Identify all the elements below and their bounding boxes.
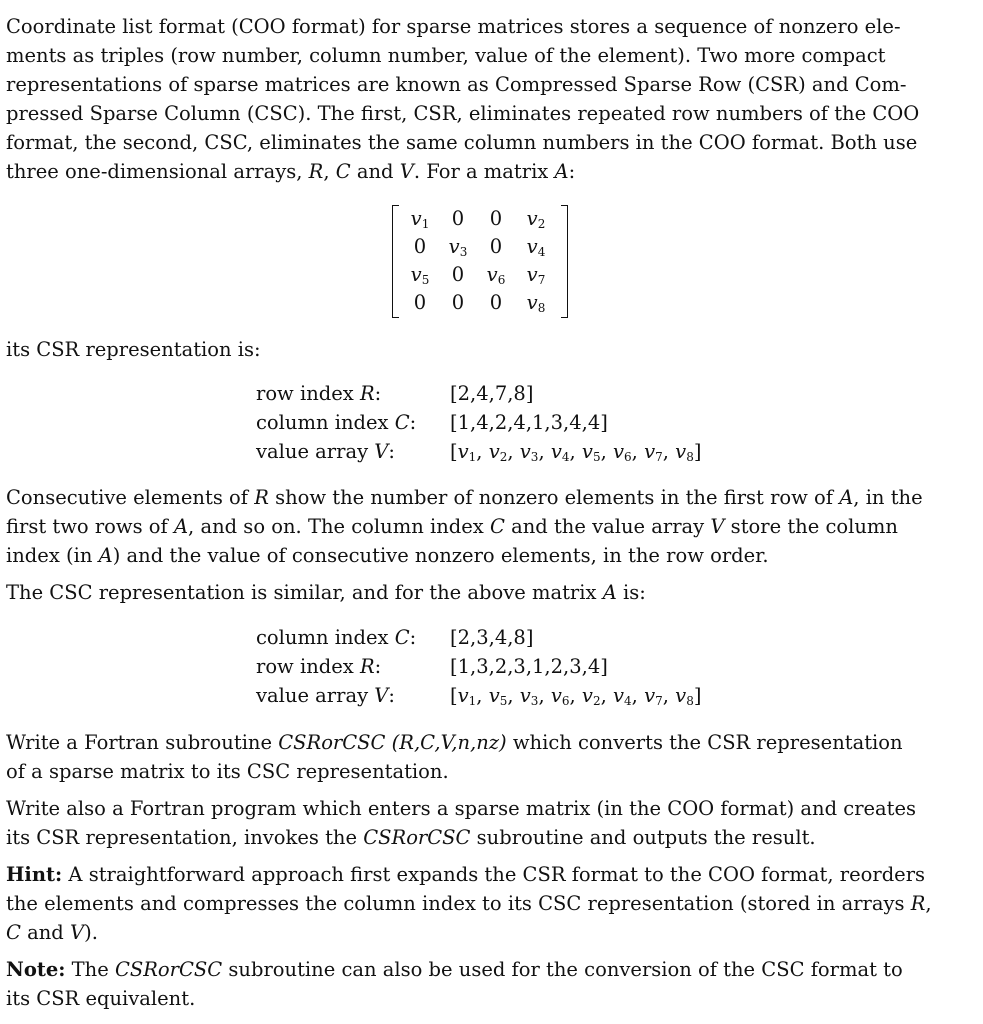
matrix-a bbox=[392, 205, 568, 318]
hint-line-2: the elements and compresses the column index to its CSC representation (stored in arrays R, bbox=[6, 892, 932, 915]
csc-val-label: value array V: bbox=[256, 684, 395, 707]
csr-val-value: [$v_1$, $v_2$, $v_3$, $v_4$, $v_5$, $v_6$, $v_7$, $v_8$] bbox=[450, 440, 702, 464]
csr-val-label: value array V: bbox=[256, 440, 395, 463]
para2-line-3: index (in A) and the value of consecutive nonzero elements, in the row order. bbox=[6, 544, 769, 567]
intro-line-3: representations of sparse matrices are known as Compressed Sparse Row (CSR) and Com- bbox=[6, 73, 907, 96]
matrix-cell: $v_5$ bbox=[410, 263, 430, 287]
csr-row-label: row index R: bbox=[256, 382, 382, 405]
csr-col-label: column index C: bbox=[256, 411, 417, 434]
matrix-cell: 0 bbox=[451, 291, 465, 314]
matrix-cell: $v_2$ bbox=[526, 207, 546, 231]
para2-line-2: first two rows of A, and so on. The column index C and the value array V store the column bbox=[6, 515, 898, 538]
matrix-cell: 0 bbox=[451, 207, 465, 230]
intro-line-2: ments as triples (row number, column number, value of the element). Two more compact bbox=[6, 44, 886, 67]
hint-line-1: Hint: A straightforward approach first expands the CSR format to the COO format, reorders bbox=[6, 863, 926, 886]
task2-line-1: Write also a Fortran program which enters a sparse matrix (in the COO format) and creates bbox=[6, 797, 917, 820]
matrix-cell: 0 bbox=[451, 263, 465, 286]
matrix-cell: $v_3$ bbox=[448, 235, 468, 259]
note-label: Note: bbox=[6, 958, 66, 981]
csc-col-label: column index C: bbox=[256, 626, 417, 649]
task-2-paragraph bbox=[6, 794, 958, 852]
matrix-cell: $v_6$ bbox=[486, 263, 506, 287]
intro-line-6: three one-dimensional arrays, R, C and V. For a matrix A: bbox=[6, 160, 576, 183]
matrix-cell: $v_4$ bbox=[526, 235, 546, 259]
hint-line-3: C and V). bbox=[6, 921, 98, 944]
csr-row-value: [2,4,7,8] bbox=[450, 382, 534, 405]
task1-line-1: Write a Fortran subroutine CSRorCSC (R,C,V,n,nz) which converts the CSR representation bbox=[6, 731, 903, 754]
intro-line-5: format, the second, CSC, eliminates the same column numbers in the COO format. Both use bbox=[6, 131, 918, 154]
matrix-cell: 0 bbox=[413, 291, 427, 314]
csc-row-label: row index R: bbox=[256, 655, 382, 678]
matrix-cell: $v_7$ bbox=[526, 263, 546, 287]
hint-paragraph bbox=[6, 860, 958, 947]
task2-line-2: its CSR representation, invokes the CSRorCSC subroutine and outputs the result. bbox=[6, 826, 816, 849]
matrix-left-bracket bbox=[392, 205, 399, 318]
matrix-cell: 0 bbox=[489, 207, 503, 230]
intro-line-1: Coordinate list format (COO format) for sparse matrices stores a sequence of nonzero ele- bbox=[6, 15, 901, 38]
matrix-right-bracket bbox=[561, 205, 568, 318]
note-paragraph bbox=[6, 955, 958, 1013]
note-line-1: Note: The CSRorCSC subroutine can also be used for the conversion of the CSC format to bbox=[6, 958, 903, 981]
csc-intro: The CSC representation is similar, and for the above matrix A is: bbox=[6, 581, 646, 604]
paragraph-2 bbox=[6, 483, 958, 570]
matrix-cell: $v_1$ bbox=[410, 207, 430, 231]
matrix-cell: $v_8$ bbox=[526, 291, 546, 315]
task1-line-2: of a sparse matrix to its CSC representation. bbox=[6, 760, 449, 783]
task-1-paragraph bbox=[6, 728, 958, 786]
csc-row-value: [1,3,2,3,1,2,3,4] bbox=[450, 655, 608, 678]
csc-val-value: [$v_1$, $v_5$, $v_3$, $v_6$, $v_2$, $v_4$, $v_7$, $v_8$] bbox=[450, 684, 702, 708]
intro-line-4: pressed Sparse Column (CSC). The first, CSR, eliminates repeated row numbers of the COO bbox=[6, 102, 920, 125]
csr-col-value: [1,4,2,4,1,3,4,4] bbox=[450, 411, 608, 434]
csc-col-value: [2,3,4,8] bbox=[450, 626, 534, 649]
matrix-cell: 0 bbox=[489, 291, 503, 314]
note-line-2: its CSR equivalent. bbox=[6, 987, 196, 1010]
csr-intro bbox=[6, 335, 958, 364]
csr-intro-text: its CSR representation is: bbox=[6, 338, 261, 361]
para2-line-1: Consecutive elements of R show the number of nonzero elements in the first row of A, in the bbox=[6, 486, 923, 509]
matrix-cell: 0 bbox=[413, 235, 427, 258]
intro-paragraph bbox=[6, 12, 958, 186]
matrix-cell: 0 bbox=[489, 235, 503, 258]
hint-label: Hint: bbox=[6, 863, 63, 886]
